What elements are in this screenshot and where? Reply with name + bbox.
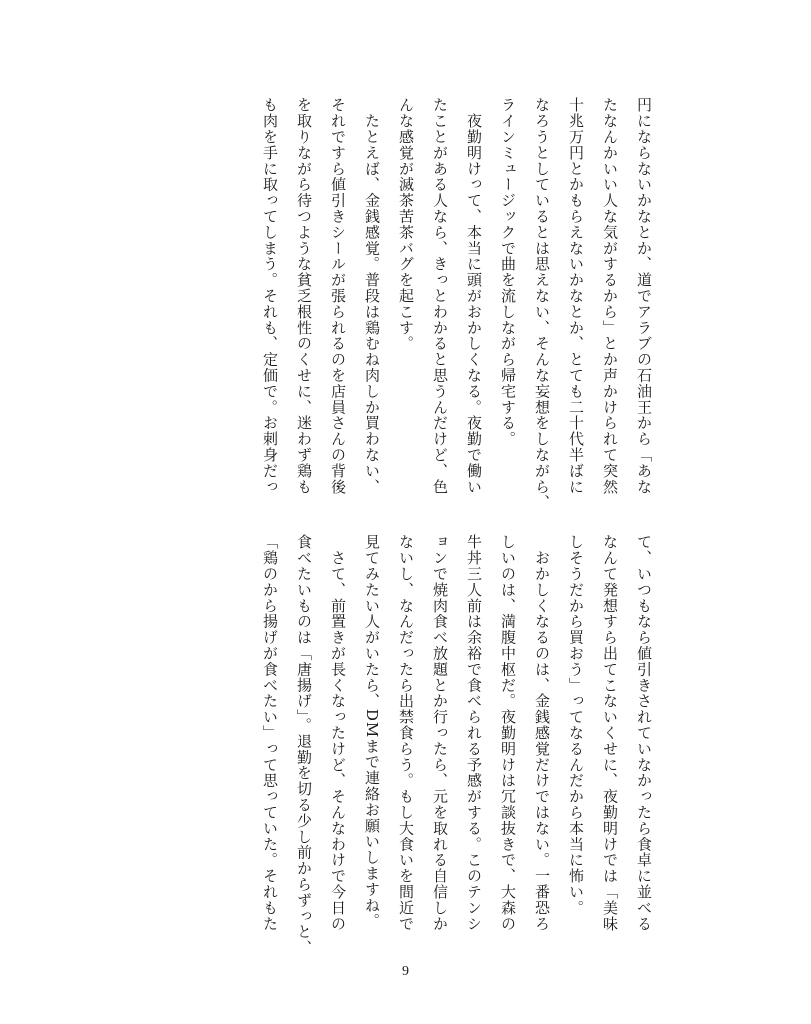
text-column: 夜勤明けって、本当に頭がおかしくなる。夜勤で働い: [465, 97, 483, 495]
text-column: なんて発想すら出てこないくせに、夜勤明けでは「美味: [601, 534, 619, 932]
text-column: んな感覚が滅茶苦茶バグを起こす。: [397, 97, 415, 352]
text-column: 見てみたい人がいたら、DMまで連絡お願いしますね。: [363, 534, 381, 929]
text-column: ないし、なんだったら出禁食らう。もし大食いを間近で: [397, 534, 415, 932]
lower-text-block: [141, 534, 661, 956]
text-column: ョンで焼肉食べ放題とか行ったら、元を取れる自信しか: [431, 534, 449, 932]
upper-text-block: [141, 97, 661, 511]
text-column: それですら値引きシールが張られるのを店員さんの背後: [329, 97, 347, 495]
text-column: たなんかいい人な気がするから」とか声かけられて突然: [601, 97, 619, 495]
text-column: を取りながら待つような貧乏根性のくせに、迷わず鶏も: [295, 97, 313, 495]
text-column: 「鶏のから揚げが食べたい」って思っていた。それもた: [261, 534, 279, 932]
text-column: なろうとしているとは思えない、そんな妄想をしながら、: [533, 97, 551, 511]
text-column: しそうだから買おう」ってなるんだから本当に怖い。: [567, 534, 585, 916]
text-column: も肉を手に取ってしまう。それも、定価で。お刺身だっ: [261, 97, 279, 495]
text-column: 食べたいものは「唐揚げ」。退勤を切る少し前からずっと、: [295, 534, 313, 956]
text-column: 牛丼三人前は余裕で食べられる予感がする。このテンシ: [465, 534, 483, 932]
text-column: たことがある人なら、きっとわかると思うんだけど、色: [431, 97, 449, 495]
text-column: 円にならないかなとか、道でアラブの石油王から「あな: [635, 97, 653, 495]
text-column: ラインミュージックで曲を流しながら帰宅する。: [499, 97, 517, 447]
text-column: おかしくなるのは、金銭感覚だけではない。一番恐ろ: [533, 534, 551, 932]
text-column: 十兆万円とかもらえないかなとか、とても二十代半ばに: [567, 97, 585, 495]
text-column: しいのは、満腹中枢だ。夜勤明けは冗談抜きで、大森の: [499, 534, 517, 932]
text-column: たとえば、金銭感覚。普段は鶏むね肉しか買わない、: [363, 97, 381, 495]
text-column: て、いつもなら値引きされていなかったら食卓に並べる: [635, 534, 653, 932]
page-number: 9: [402, 964, 409, 979]
text-column: さて、前置きが長くなったけど、そんなわけで今日の: [329, 534, 347, 932]
